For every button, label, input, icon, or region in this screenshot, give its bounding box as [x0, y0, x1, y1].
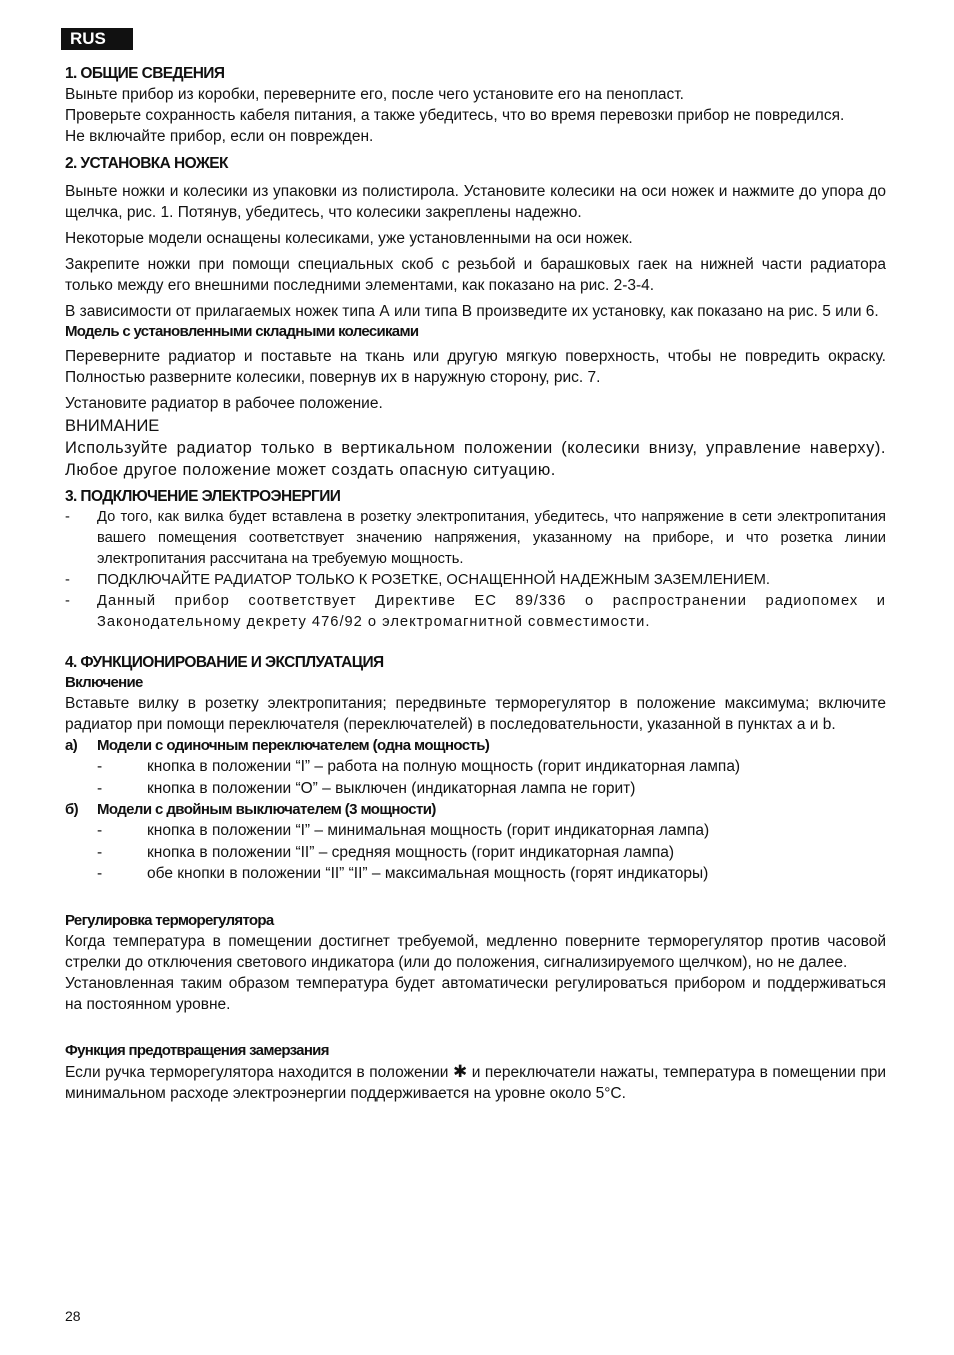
switch-on-subheading: Включение — [65, 674, 143, 691]
list-item: - обе кнопки в положении “II” “II” – максимальная мощность (горят индикаторы) — [97, 865, 709, 882]
list-item: - кнопка в положении “O” – выключен (индикаторная лампа не горит) — [97, 779, 636, 797]
thermostat-subheading: Регулировка терморегулятора — [65, 911, 274, 929]
list-item: - кнопка в положении “II” – средняя мощность (горит индикаторная лампа) — [97, 843, 675, 861]
electrical-list — [65, 507, 886, 633]
language-badge: RUS — [61, 28, 133, 50]
s1-paragraph: Выньте прибор из коробки, переверните его, после чего установите его на пенопласт. — [65, 86, 684, 103]
s2-paragraph: Переверните радиатор и поставьте на ткань или другую мягкую поверхность, чтобы не повредить окраску. Полностью разверните колесики, повернув их в наружную сторону, рис. 7. — [65, 348, 886, 386]
s2-paragraph: Некоторые модели оснащены колесиками, уже установленными на оси ножек. — [65, 230, 633, 247]
antifreeze-subheading: Функция предотвращения замерзания — [65, 1041, 329, 1059]
list-item: - ПОДКЛЮЧАЙТЕ РАДИАТОР ТОЛЬКО К РОЗЕТКЕ, ОСНАЩЕННОЙ НАДЕЖНЫМ ЗАЗЕМЛЕНИЕМ. — [65, 572, 770, 588]
switch-on-paragraph: Вставьте вилку в розетку электропитания; передвиньте терморегулятор в положение максимума; включите радиатор при помощи переключателя (переключателей) в последовательности, указанной в пунктах a и b. — [65, 695, 886, 733]
list-item: - До того, как вилка будет вставлена в розетку электропитания, убедитесь, что напряжение в сети электропитания вашего помещения соответствует значению напряжения, указанному на приборе, и что розетка линии электропитания рассчитана на требуемую мощность. — [65, 509, 886, 567]
thermostat-paragraph: Установленная таким образом температура будет автоматически регулироваться прибором и поддерживаться на постоянном уровне. — [65, 974, 886, 1013]
section-2-title: 2. УСТАНОВКА НОЖЕК — [65, 155, 228, 172]
snowflake-icon: ✱ — [452, 1061, 468, 1081]
page-number: 28 — [65, 1308, 81, 1324]
s1-paragraph: Не включайте прибор, если он поврежден. — [65, 128, 374, 145]
warning-text: Используйте радиатор только в вертикальном положении (колесики внизу, управление наверху). Любое другое положение может создать опасную ситуацию. — [65, 439, 886, 479]
option-a-list — [65, 756, 886, 799]
section-4-title: 4. ФУНКЦИОНИРОВАНИЕ И ЭКСПЛУАТАЦИЯ — [65, 654, 384, 671]
thermostat-paragraph: Когда температура в помещении достигнет требуемой, медленно поверните терморегулятор против часовой стрелки до отключения светового индикатора (или до положения, сигнализируемого щелчком), но не далее. — [65, 932, 886, 971]
antifreeze-paragraph: Если ручка терморегулятора находится в положении ✱ и переключатели нажаты, температура в помещении при минимальном расходе электроэнергии поддерживается на уровне около 5°C. — [65, 1061, 886, 1102]
list-item: - кнопка в положении “I” – минимальная мощность (горит индикаторная лампа) — [97, 822, 710, 839]
warning-title: ВНИМАНИЕ — [65, 417, 160, 435]
option-a-heading: а) Модели с одиночным переключателем (одна мощность) — [65, 737, 490, 754]
option-b-list — [65, 820, 886, 885]
page-content — [65, 28, 886, 1104]
section-1-title: 1. ОБЩИЕ СВЕДЕНИЯ — [65, 65, 225, 82]
list-item: - кнопка в положении “I” – работа на полную мощность (горит индикаторная лампа) — [97, 758, 741, 775]
s2-paragraph: Выньте ножки и колесики из упаковки из полистирола. Установите колесики на оси ножек и нажмите до упора до щелчка, рис. 1. Потянув, убедитесь, что колесики закреплены надежно. — [65, 183, 886, 221]
option-b-heading: б) Модели с двойным выключателем (3 мощности) — [65, 801, 436, 818]
s1-paragraph: Проверьте сохранность кабеля питания, а также убедитесь, что во время перевозки прибор не повредился. — [65, 107, 845, 124]
s2-paragraph: В зависимости от прилагаемых ножек типа А или типа В произведите их установку, как показано на рис. 5 или 6. — [65, 303, 879, 320]
s2-paragraph: Закрепите ножки при помощи специальных скоб с резьбой и барашковых гаек на нижней части радиатора только между его внешними последними элементами, как показано на рис. 2-3-4. — [65, 256, 886, 294]
s2-paragraph: Установите радиатор в рабочее положение. — [65, 395, 383, 412]
s2-subheading: Модель с установленными складными колесиками — [65, 323, 419, 340]
list-item: - Данный прибор соответствует Директиве ЕС 89/336 о распространении радиопомех и Законодательному декрету 476/92 о электромагнитной совместимости. — [65, 593, 886, 630]
section-3-title: 3. ПОДКЛЮЧЕНИЕ ЭЛЕКТРОЭНЕРГИИ — [65, 488, 341, 505]
